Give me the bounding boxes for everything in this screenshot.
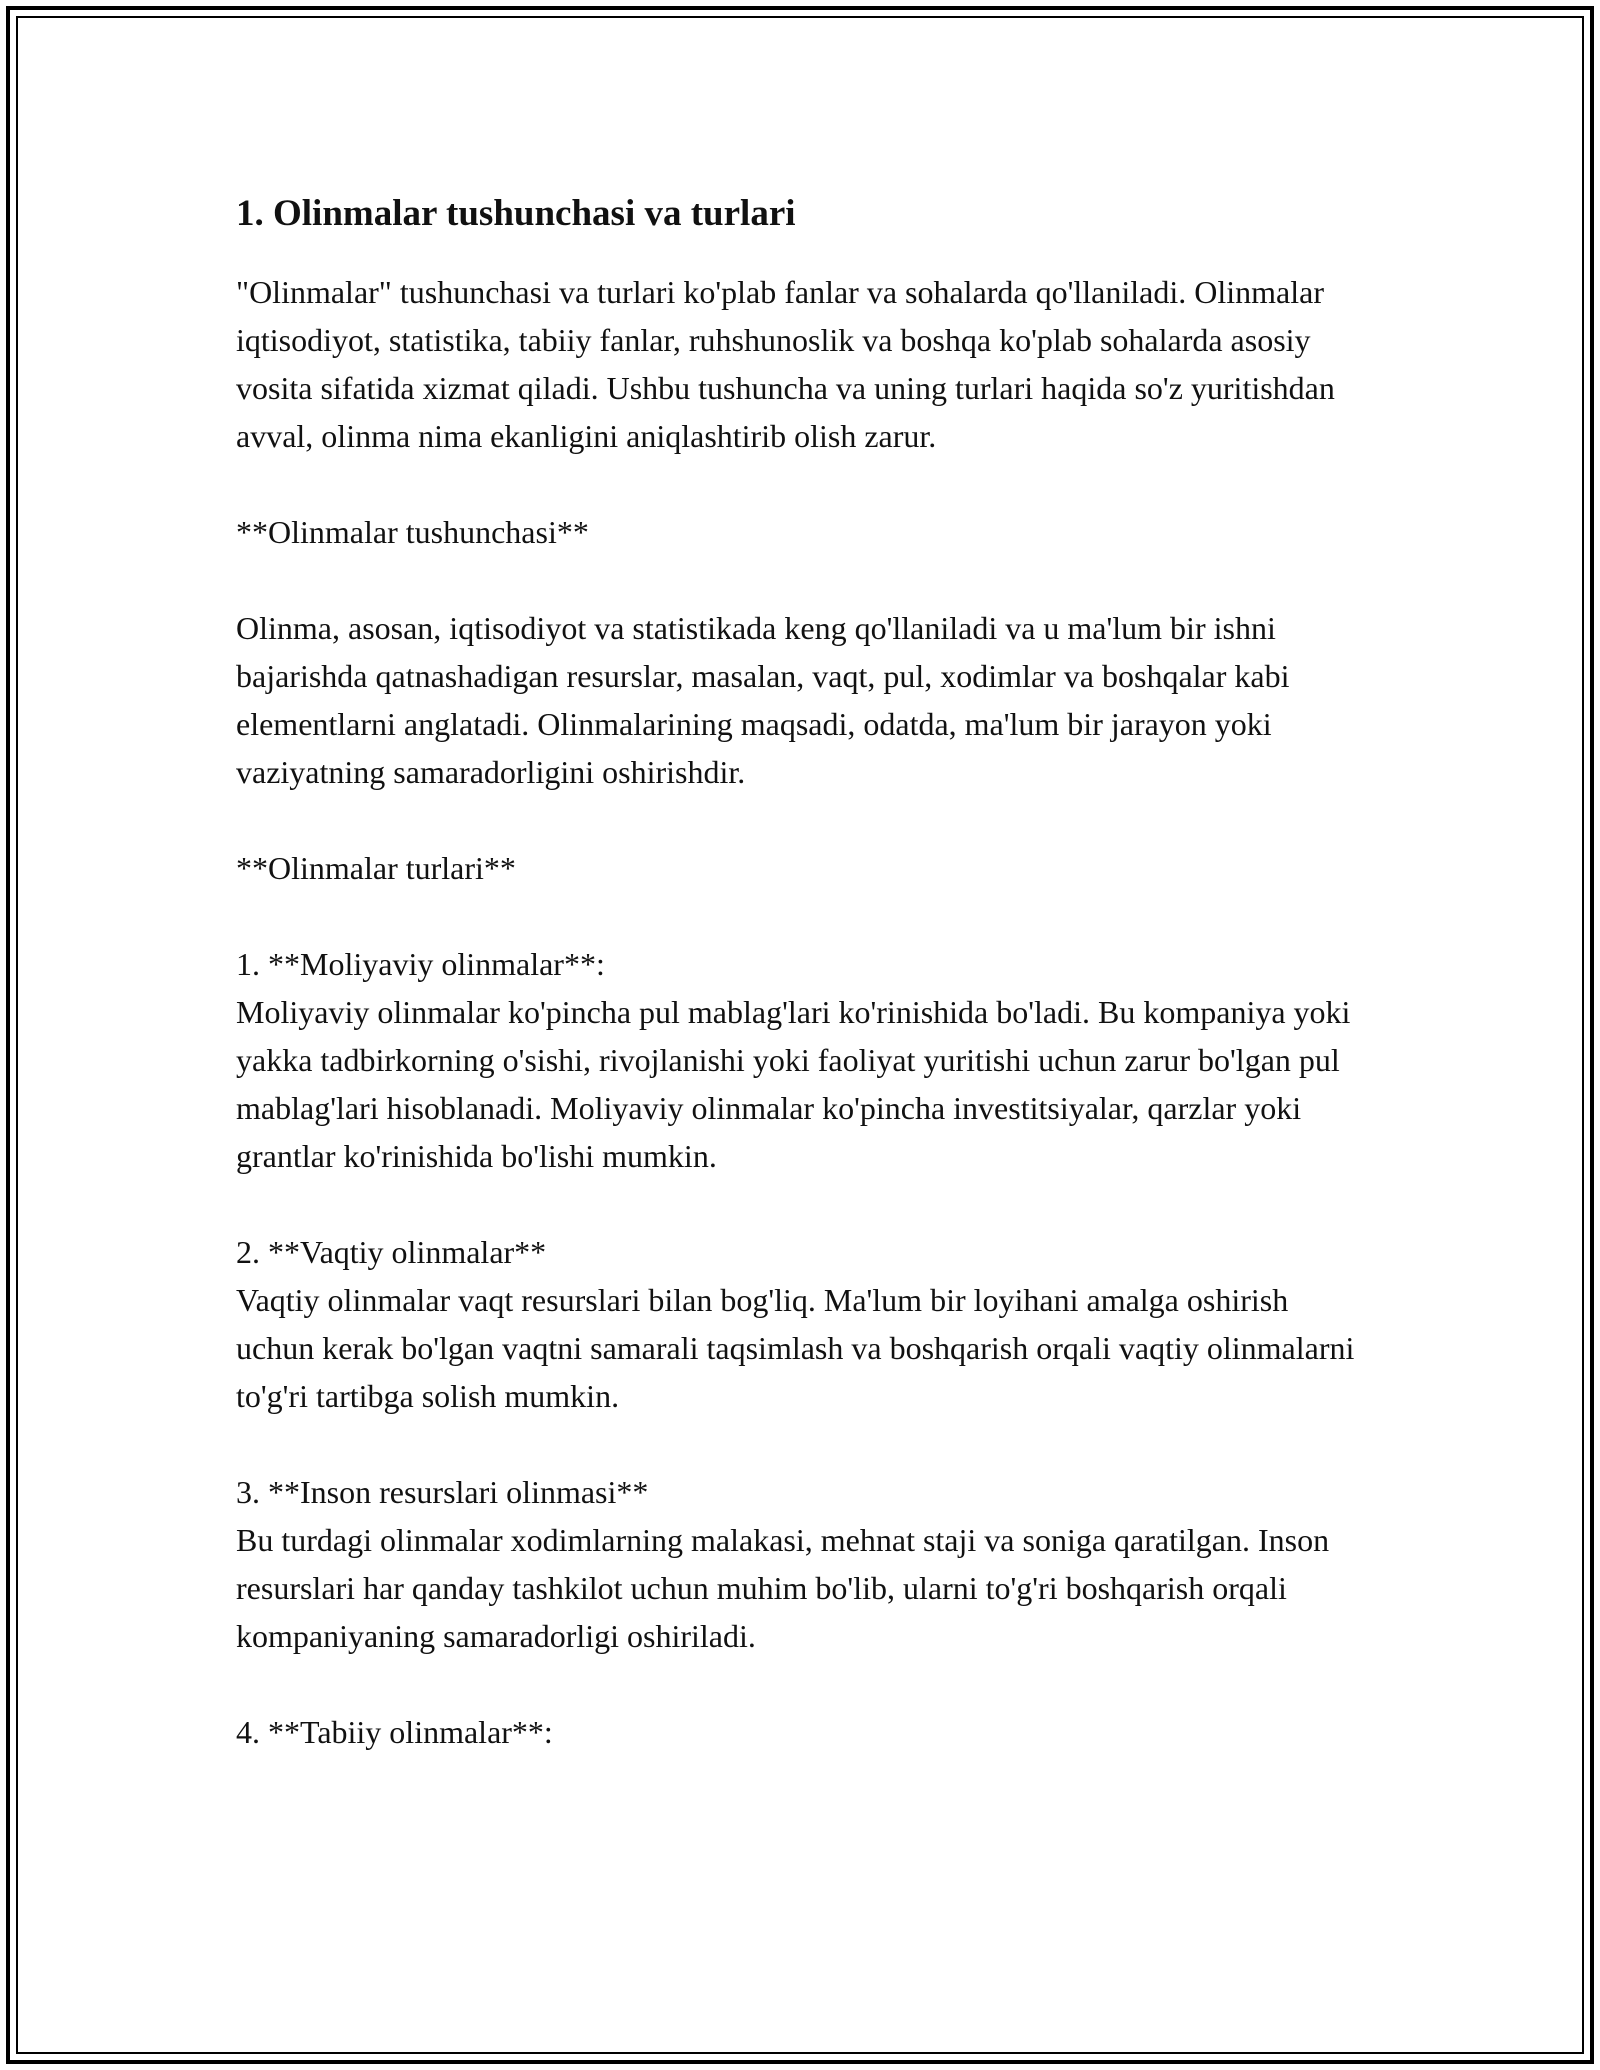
list-item-text: Bu turdagi olinmalar xodimlarning malakasi, mehnat staji va soniga qaratilgan. Inson resurslari har qanday tashkilot uchun muhim bo'lib, ularni to'g'ri boshqarish orqali kompaniyaning samaradorligi oshiriladi. — [236, 1522, 1330, 1654]
list-item-text: Moliyaviy olinmalar ko'pincha pul mablag'lari ko'rinishida bo'ladi. Bu kompaniya yoki yakka tadbirkorning o'sishi, rivojlanishi yoki faoliyat yuritishi uchun zarur bo'lgan pul mablag'lari hisoblanadi. Moliyaviy olinmalar ko'pincha investitsiyalar, qarzlar yoki grantlar ko'rinishida bo'lishi mumkin. — [236, 994, 1351, 1174]
list-item-title: 4. **Tabiiy olinmalar**: — [236, 1714, 553, 1750]
list-item-title: 2. **Vaqtiy olinmalar** — [236, 1234, 547, 1270]
list-item-time — [236, 1228, 1366, 1420]
concept-paragraph: Olinma, asosan, iqtisodiyot va statistikada keng qo'llaniladi va u ma'lum bir ishni bajarishda qatnashadigan resurslar, masalan, vaqt, pul, xodimlar va boshqalar kabi elementlarni anglatadi. Olinmalarining maqsadi, odatda, ma'lum bir jarayon yoki vaziyatning samaradorligini oshirishdir. — [236, 610, 1290, 790]
list-item-title: 3. **Inson resurslari olinmasi** — [236, 1474, 649, 1510]
list-item-financial — [236, 940, 1366, 1180]
list-item-human-resources — [236, 1468, 1366, 1660]
section-heading-types: **Olinmalar turlari** — [236, 850, 516, 886]
document-body — [236, 186, 1366, 1804]
document-title: 1. Olinmalar tushunchasi va turlari — [236, 193, 796, 234]
list-item-title: 1. **Moliyaviy olinmalar**: — [236, 946, 605, 982]
list-item-text: Vaqtiy olinmalar vaqt resurslari bilan bog'liq. Ma'lum bir loyihani amalga oshirish uchun kerak bo'lgan vaqtni samarali taqsimlash va boshqarish orqali vaqtiy olinmalarni to'g'ri tartibga solish mumkin. — [236, 1282, 1355, 1414]
list-item-natural — [236, 1708, 1366, 1756]
section-heading-concept: **Olinmalar tushunchasi** — [236, 514, 589, 550]
intro-paragraph: "Olinmalar" tushunchasi va turlari ko'plab fanlar va sohalarda qo'llaniladi. Olinmalar iqtisodiyot, statistika, tabiiy fanlar, ruhshunoslik va boshqa ko'plab sohalarda asosiy vosita sifatida xizmat qiladi. Ushbu tushuncha va uning turlari haqida so'z yuritishdan avval, olinma nima ekanligini aniqlashtirib olish zarur. — [236, 274, 1335, 454]
